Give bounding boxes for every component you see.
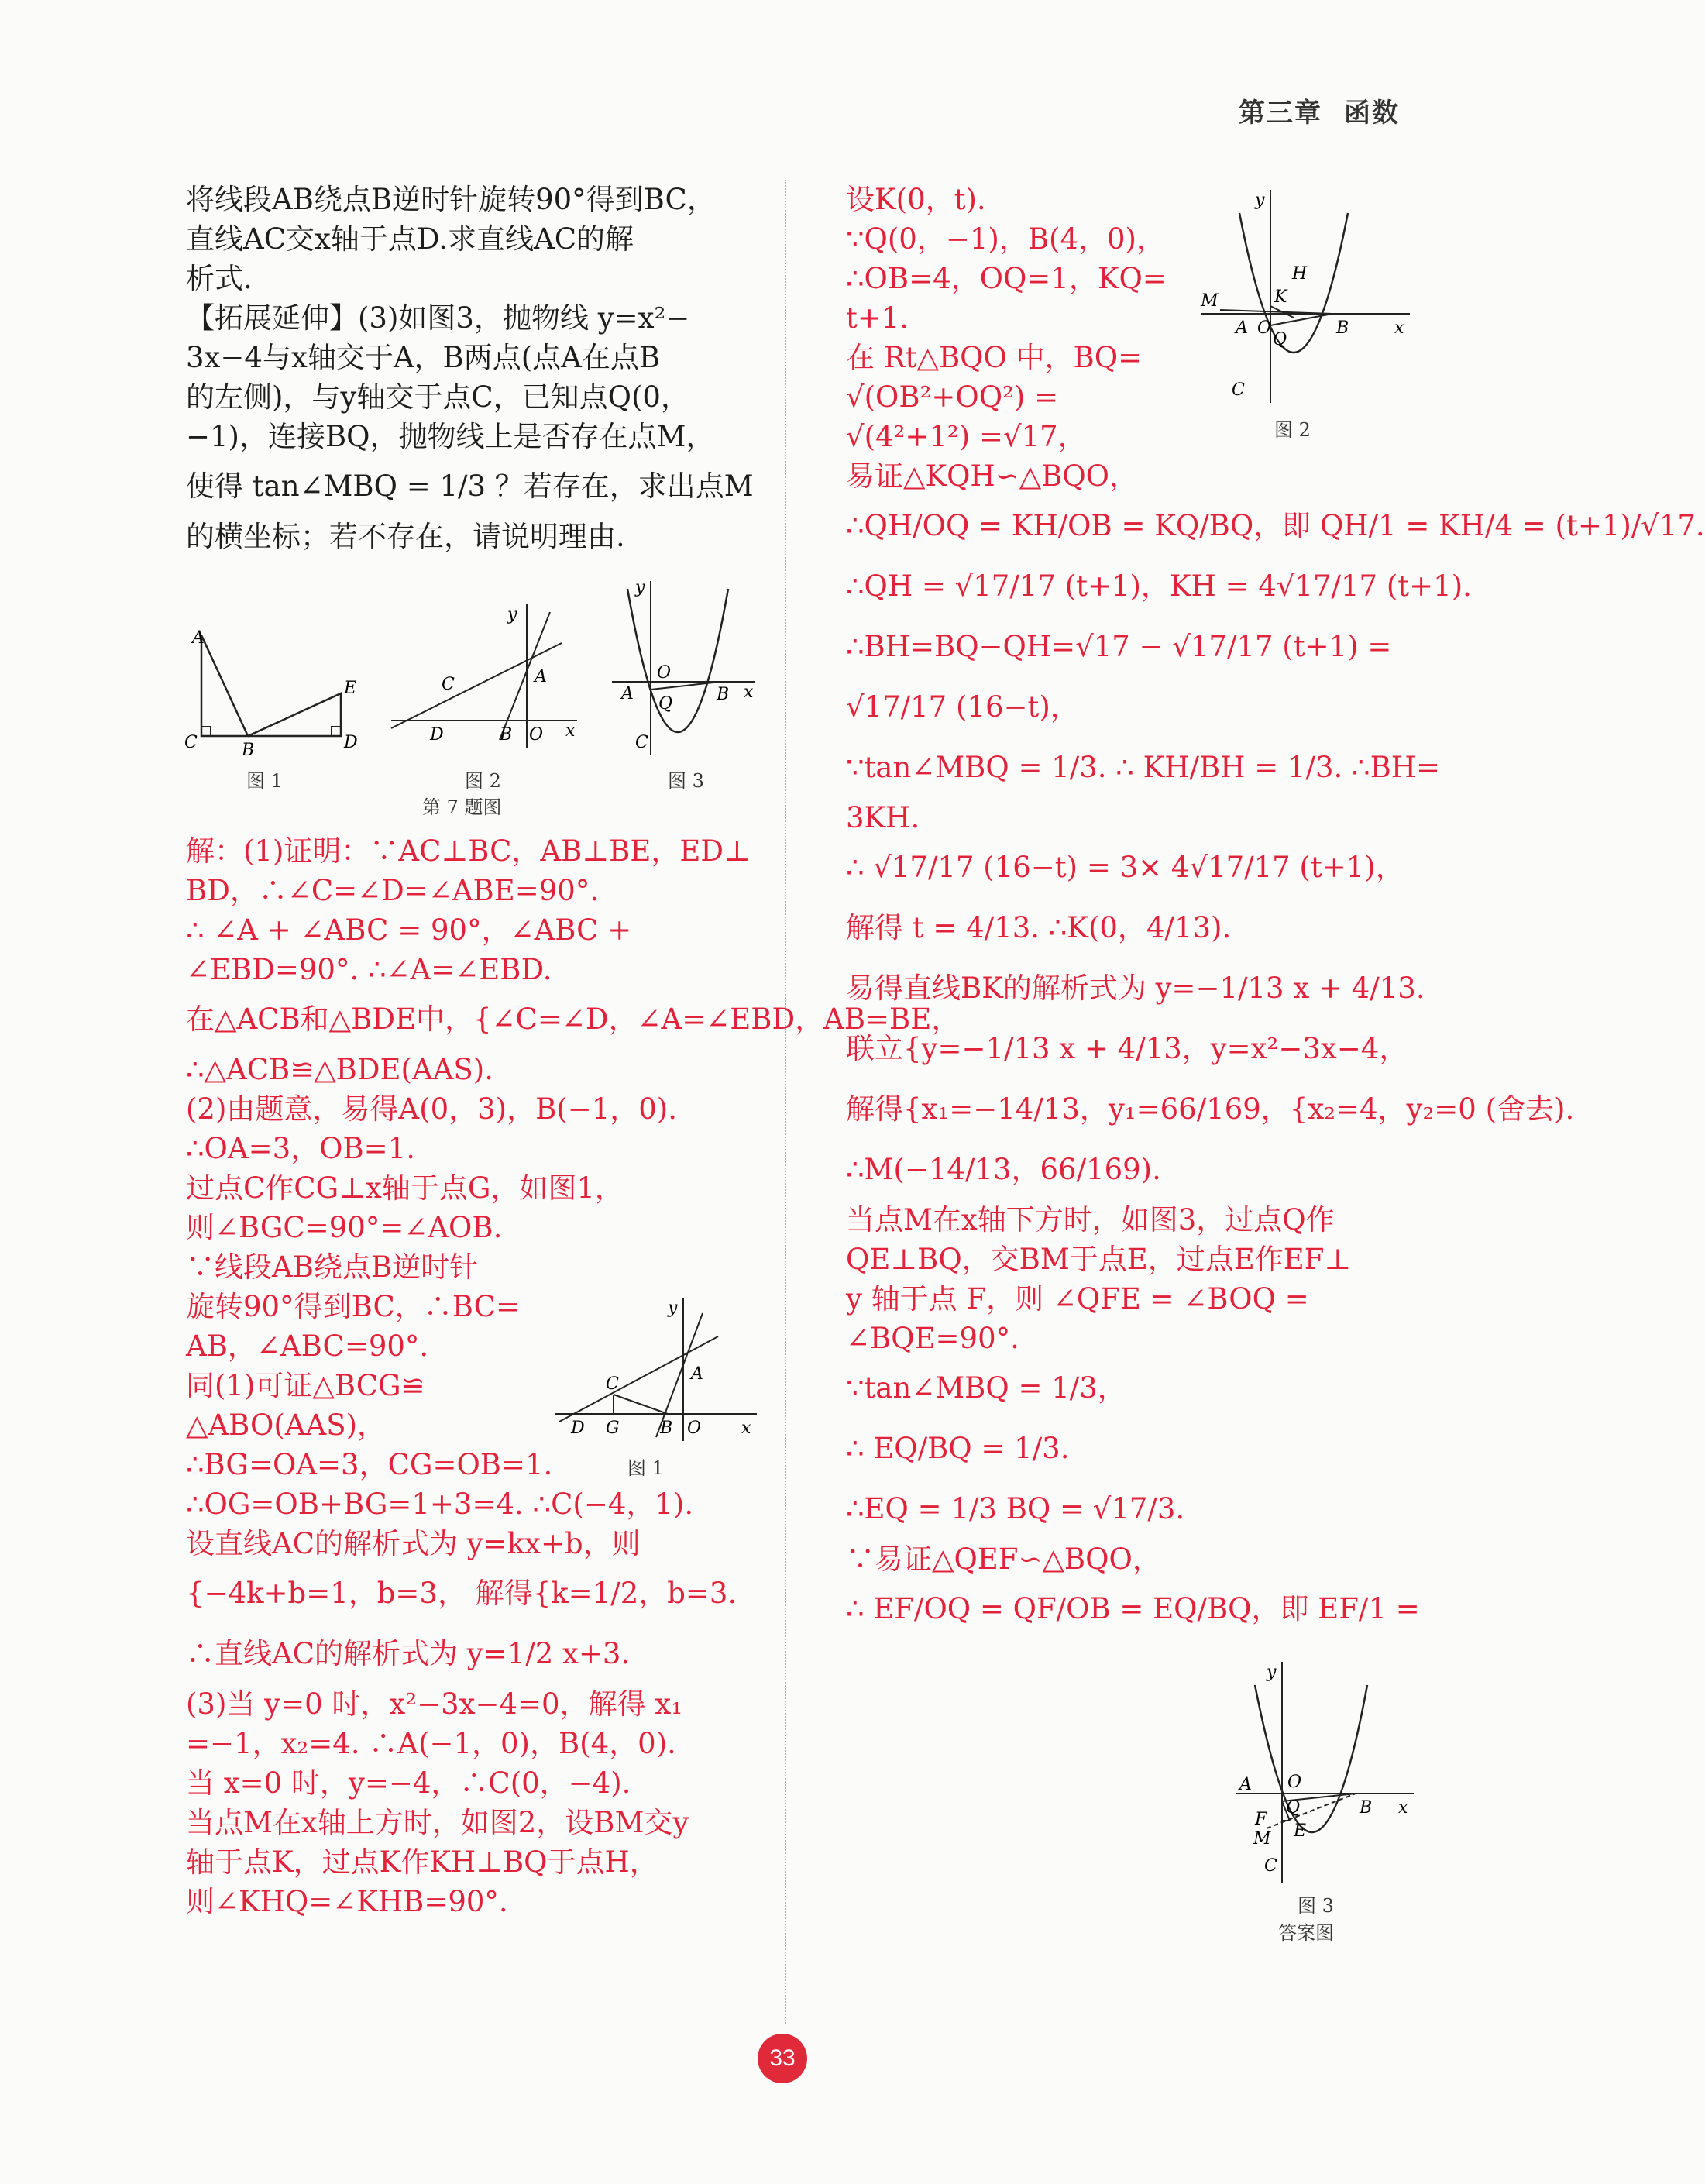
problem-line: 3x−4与x轴交于A，B两点(点A在点B: [186, 341, 661, 374]
answer-fig-caption: 答案图: [1278, 1922, 1334, 1944]
fig1-caption: 图 1: [246, 770, 283, 792]
svg-text:E: E: [1294, 1821, 1307, 1841]
solution-line: ∠BQE=90°.: [846, 1322, 1019, 1355]
svg-text:A: A: [621, 684, 634, 703]
svg-text:M: M: [1253, 1829, 1271, 1849]
solution-line: ∠EBD=90°. ∴∠A=∠EBD.: [186, 953, 552, 986]
solution-line: √(OB²+OQ²) =: [846, 380, 1059, 414]
solution-line: 设直线AC的解析式为 y=kx+b，则: [186, 1527, 641, 1560]
svg-text:F: F: [1255, 1810, 1267, 1829]
solution-line: (3)当 y=0 时，x²−3x−4=0，解得 x₁: [186, 1687, 683, 1721]
solution-line: 旋转90°得到BC，∴BC=: [186, 1290, 520, 1323]
solution-line: ∴ EQ/BQ = 1/3.: [846, 1432, 1070, 1465]
svg-text:y: y: [668, 1298, 678, 1318]
problem-line: 【拓展延伸】(3)如图3，抛物线 y=x²−: [186, 301, 690, 335]
problem-line: 使得 tan∠MBQ = 1/3 ？若存在，求出点M: [186, 469, 754, 503]
solution-line: 设K(0，t).: [846, 183, 986, 216]
svg-text:y: y: [1267, 1663, 1277, 1682]
solution-line: ∵Q(0，−1)，B(4，0)，: [846, 222, 1165, 256]
svg-text:C: C: [1232, 380, 1245, 400]
svg-text:x: x: [565, 721, 576, 741]
solution-line: ∴OB=4，OQ=1，KQ=: [846, 262, 1167, 295]
svg-text:O: O: [1287, 1773, 1302, 1792]
solution-line: y 轴于点 F，则 ∠QFE = ∠BOQ =: [846, 1282, 1309, 1316]
solution-line: ∵tan∠MBQ = 1/3. ∴ KH/BH = 1/3. ∴BH=: [846, 751, 1441, 784]
solution-line: ∵tan∠MBQ = 1/3，: [846, 1371, 1126, 1405]
solution-line: 解：(1)证明：∵AC⊥BC，AB⊥BE，ED⊥: [186, 834, 751, 868]
solution-line: 当点M在x轴下方时，如图3，过点Q作: [846, 1203, 1335, 1236]
svg-text:K: K: [1274, 287, 1287, 307]
svg-text:M: M: [1201, 291, 1219, 311]
solution-line: ∵线段AB绕点B逆时针: [186, 1250, 479, 1284]
svg-text:B: B: [1336, 318, 1349, 338]
problem-figure-2: [383, 597, 585, 752]
svg-text:C: C: [1264, 1856, 1277, 1876]
svg-text:C: C: [184, 733, 198, 752]
svg-text:A: A: [535, 667, 547, 686]
column-divider: [785, 180, 786, 2024]
solution-line: △ABO(AAS)，: [186, 1408, 387, 1442]
svg-text:y: y: [635, 578, 645, 597]
svg-text:B: B: [242, 741, 255, 760]
svg-text:x: x: [1398, 1798, 1408, 1818]
solution-line: 则∠KHQ=∠KHB=90°.: [186, 1885, 508, 1918]
svg-text:B: B: [500, 725, 513, 745]
solution-line: ∴QH = √17/17 (t+1)，KH = 4√17/17 (t+1).: [846, 569, 1472, 603]
problem-line: 将线段AB绕点B逆时针旋转90°得到BC，: [186, 183, 716, 216]
solution-line: 在△ACB和△BDE中，{∠C=∠D，∠A=∠EBD，AB=BE，: [186, 1003, 961, 1036]
fig3-caption: 图 3: [668, 770, 704, 792]
svg-text:Q: Q: [1286, 1798, 1301, 1818]
solution-line: ∴△ACB≌△BDE(AAS).: [186, 1053, 493, 1086]
svg-text:y: y: [507, 605, 517, 624]
svg-text:B: B: [660, 1419, 673, 1438]
r-fig3-caption: 图 3: [1298, 1895, 1334, 1917]
svg-text:y: y: [1255, 191, 1265, 210]
solution-line: 3KH.: [846, 801, 920, 834]
problem-figure-3: [604, 573, 759, 759]
r-fig2-caption: 图 2: [1274, 419, 1311, 441]
solution-line: 易得直线BK的解析式为 y=−1/13 x + 4/13.: [846, 972, 1425, 1005]
svg-text:A: A: [1239, 1775, 1252, 1794]
problem-caption: 第 7 题图: [422, 796, 502, 818]
page-number-badge: 33: [758, 2034, 807, 2083]
problem-figure-1: [178, 620, 364, 759]
solution-line: AB，∠ABC=90°.: [186, 1329, 429, 1363]
solution-line: ∵易证△QEF∽△BQO，: [846, 1543, 1161, 1576]
svg-text:G: G: [606, 1419, 620, 1438]
solution-line: QE⊥BQ，交BM于点E，过点E作EF⊥: [846, 1243, 1352, 1276]
solution-line: 当点M在x轴上方时，如图2，设BM交y: [186, 1806, 689, 1839]
solution-line: ∴BH=BQ−QH=√17 − √17/17 (t+1) =: [846, 630, 1392, 663]
svg-text:O: O: [529, 725, 544, 745]
svg-text:E: E: [344, 679, 357, 698]
problem-line: −1)，连接BQ，抛物线上是否存在点M，: [186, 420, 715, 453]
solution-line: ∴EQ = 1/3 BQ = √17/3.: [846, 1492, 1185, 1525]
solution-line: ∴ ∠A + ∠ABC = 90°，∠ABC +: [186, 913, 632, 947]
solution-line: 过点C作CG⊥x轴于点G，如图1，: [186, 1171, 624, 1205]
solution-line: 轴于点K，过点K作KH⊥BQ于点H，: [186, 1845, 658, 1879]
chapter-header: [1217, 91, 1400, 129]
svg-text:x: x: [1394, 318, 1404, 338]
topic-label: 函数: [1344, 98, 1400, 128]
problem-line: 的左侧)，与y轴交于点C，已知点Q(0，: [186, 380, 689, 414]
solution-line: 同(1)可证△BCG≌: [186, 1369, 425, 1402]
problem-line: 直线AC交x轴于点D.求直线AC的解: [186, 222, 634, 256]
solution-line: 易证△KQH∽△BQO，: [846, 459, 1139, 493]
solution-line: 解得{x₁=−14/13，y₁=66/169，{x₂=4，y₂=0 (舍去).: [846, 1092, 1575, 1126]
solution-line: (2)由题意，易得A(0，3)，B(−1，0).: [186, 1092, 677, 1126]
solution-line: =−1，x₂=4. ∴A(−1，0)，B(4，0).: [186, 1727, 676, 1760]
svg-text:x: x: [741, 1419, 751, 1438]
svg-text:A: A: [691, 1364, 703, 1384]
solution-line: ∴BG=OA=3，CG=OB=1.: [186, 1448, 553, 1481]
answer-figure-3: [1232, 1654, 1418, 1886]
svg-text:Q: Q: [658, 694, 673, 714]
solution-line: 则∠BGC=90°=∠AOB.: [186, 1211, 503, 1244]
solution-line: ∴QH/OQ = KH/OB = KQ/BQ，即 QH/1 = KH/4 = (t+1)/√17.: [846, 509, 1705, 542]
svg-text:D: D: [571, 1419, 585, 1438]
solution-line: ∴直线AC的解析式为 y=1/2 x+3.: [186, 1637, 631, 1670]
solution-line: ∴ √17/17 (16−t) = 3× 4√17/17 (t+1)，: [846, 851, 1404, 884]
solution-line: {−4k+b=1，b=3， 解得{k=1/2，b=3.: [186, 1577, 737, 1610]
solution-line: √(4²+1²) =√17，: [846, 420, 1087, 453]
solution-line: 联立{y=−1/13 x + 4/13，y=x²−3x−4，: [846, 1032, 1408, 1065]
solution-line: 当 x=0 时，y=−4，∴C(0，−4).: [186, 1766, 631, 1800]
solution-figure-1: [552, 1290, 761, 1445]
svg-text:H: H: [1292, 264, 1308, 284]
problem-line: 析式.: [186, 262, 253, 295]
svg-text:C: C: [606, 1374, 619, 1394]
svg-text:C: C: [442, 675, 455, 694]
svg-text:O: O: [687, 1419, 702, 1438]
svg-text:D: D: [344, 733, 358, 752]
solution-line: t+1.: [846, 301, 909, 335]
svg-text:O: O: [1257, 318, 1272, 338]
solution-line: ∴OA=3，OB=1.: [186, 1132, 415, 1165]
solution-line: ∴M(−14/13，66/169).: [846, 1153, 1161, 1186]
svg-text:D: D: [430, 725, 444, 745]
svg-text:B: B: [717, 685, 730, 704]
svg-text:B: B: [1360, 1798, 1373, 1818]
solution-line: BD，∴∠C=∠D=∠ABE=90°.: [186, 874, 600, 907]
sol-fig1-caption: 图 1: [627, 1457, 664, 1479]
svg-text:A: A: [1236, 318, 1248, 338]
svg-text:C: C: [635, 733, 648, 752]
chapter-label: 第三章: [1239, 98, 1322, 128]
solution-line: ∴ EF/OQ = QF/OB = EQ/BQ，即 EF/1 =: [846, 1592, 1420, 1625]
problem-line: 的横坐标；若不存在，请说明理由.: [186, 520, 625, 553]
answer-figure-2: [1197, 182, 1414, 407]
fig2-caption: 图 2: [465, 770, 501, 792]
solution-line: 在 Rt△BQO 中，BQ=: [846, 341, 1143, 374]
solution-line: ∴OG=OB+BG=1+3=4. ∴C(−4，1).: [186, 1488, 694, 1521]
solution-line: 解得 t = 4/13. ∴K(0，4/13).: [846, 911, 1232, 944]
svg-text:A: A: [192, 628, 205, 648]
svg-text:O: O: [657, 663, 672, 683]
solution-line: √17/17 (16−t)，: [846, 690, 1079, 724]
svg-text:Q: Q: [1273, 330, 1287, 349]
svg-text:x: x: [744, 683, 754, 702]
